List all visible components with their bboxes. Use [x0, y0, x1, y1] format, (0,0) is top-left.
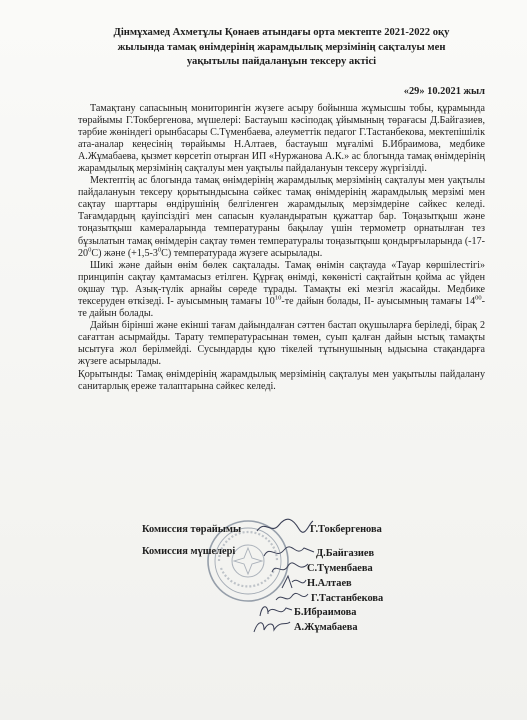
signature-scribble-1-icon — [262, 542, 316, 562]
paragraph-3 — [78, 260, 485, 320]
paragraph-2-part-a: Мектептің ас блогында тамақ өнімдерінің жарамдылық мерзімінің сақталуы мен уақтылы пайдалануын тексеру қорытындысына сәйкес тамақ өнімдерінің жарамдылық мерзімі мен сақтау шарттары өндірушінің белгіленген жарамдылық мерзімдеріне сәйкес келеді. Тағамдардың қауіпсіздігі мен сапасын куәландыратын құжаттар бар. Тоңазытқыш және тоңазытқыш камераларында температураны бақылау үшін термометр орнатылған тез бұзылатын тамақ өнімдерін сақтау төмен температуралы тоңазытқыш қондырғыларында (-17-20 — [78, 175, 485, 259]
member-name-1: Д.Байгазиев — [316, 548, 375, 559]
time-sup-2: 00 — [475, 294, 482, 302]
paragraph-5-conclusion: Қорытынды: Тамақ өнімдерінің жарамдылық мерзімінің сақталуы мен уақытылы пайдалану санитарлық ереже талаптарына сәйкес келеді. — [78, 368, 485, 392]
chair-name: Г.Токбергенова — [310, 524, 382, 535]
member-name-5: Б.Ибраимова — [294, 607, 357, 618]
member-name-3: Н.Алтаев — [307, 578, 352, 589]
member-name-6: А.Жұмабаева — [294, 622, 358, 633]
paragraph-2 — [78, 175, 485, 260]
degree-sup-2: 0 — [157, 246, 162, 254]
title-line-2: жылында тамақ өнімдерінің жарамдылық мерзімінің сақталуы мен — [117, 41, 446, 53]
signature-scribble-6-icon — [252, 616, 292, 636]
paragraph-4: Дайын бірінші және екінші тағам дайындалған сәттен бастап оқушыларға беріледі, бірақ 2 сағаттан асырмайды. Тарату температурасынан төмен, суып қалған дайын ыстық тамақты ысытуға жол берілмейді. Сусындарды құю тікелей тұтынушының ыдысына стақандарға жүзеге асырылады. — [78, 320, 485, 368]
paragraph-3-part-c: -те дайын болады. — [78, 296, 486, 320]
chair-label: Комиссия төрайымы — [142, 524, 242, 535]
paragraph-2-part-c: С) температурада жүзеге асырылады. — [161, 247, 323, 259]
paragraph-3-part-b: -те дайын болады, II- ауысымның тамағы 14 — [281, 296, 476, 307]
document-date: «29» 10.2021 жыл — [403, 85, 485, 97]
member-name-2: С.Түменбаева — [307, 563, 373, 574]
paragraph-3-part-a: Шикі және дайын өнім бөлек сақталады. Тамақ өнімін сақтауда «Тауар көршілестігі» принципін сақтау қамтамасыз етілген. Құрғақ өнімді, көкөністі сақтайтын қойма ас үйден оқшау тұр. Азық-түлік арнайы сөреде тұрады. Тамақты екі мезгіл жасайды. Медбике тексеруден өткізеді. I- ауысымның тамағы 10 — [78, 259, 485, 307]
degree-sup-1: 0 — [88, 246, 92, 254]
paragraph-2-part-b: С) және (+1,5-3 — [91, 247, 158, 259]
title-line-1: Дінмұхамед Ахметұлы Қонаев атындағы орта мектепте 2021-2022 оқу — [113, 27, 450, 38]
time-sup-1: 10 — [274, 294, 282, 302]
paragraph-1: Тамақтану сапасының мониторингін жүзеге асыру бойынша жұмысшы тобы, құрамында төрайымы Г.Токбергенова, мүшелері: Бастауыш кәсіподақ ұйымының төрағасы Д.Байгазиев, тәрбие жөніндегі орынбасары С.Түменбаева, әлеуметтік педагог Г.Тастанбекова, мектепішілік ата-аналар кеңесінің төрайымы Н.Алтаев, бастауыш мұғалімі Б.Ибраимова, медбике А.Жұмабаева, қызмет көрсетіп отырған ИП «Нуржанова А.К.» ас блогында тамақ өнімдерінің жарамдылық мерзімінің сақталуы мен уақтылы пайдалануын тексеру жүргізілді. — [78, 102, 485, 174]
member-name-4: Г.Тастанбекова — [311, 593, 384, 604]
signature-scribble-chair-icon — [255, 515, 315, 537]
title-line-3: уақытылы пайдаланұын тексеру актісі — [186, 56, 377, 67]
members-label: Комиссия мүшелері — [142, 546, 236, 557]
document-title — [78, 26, 485, 70]
